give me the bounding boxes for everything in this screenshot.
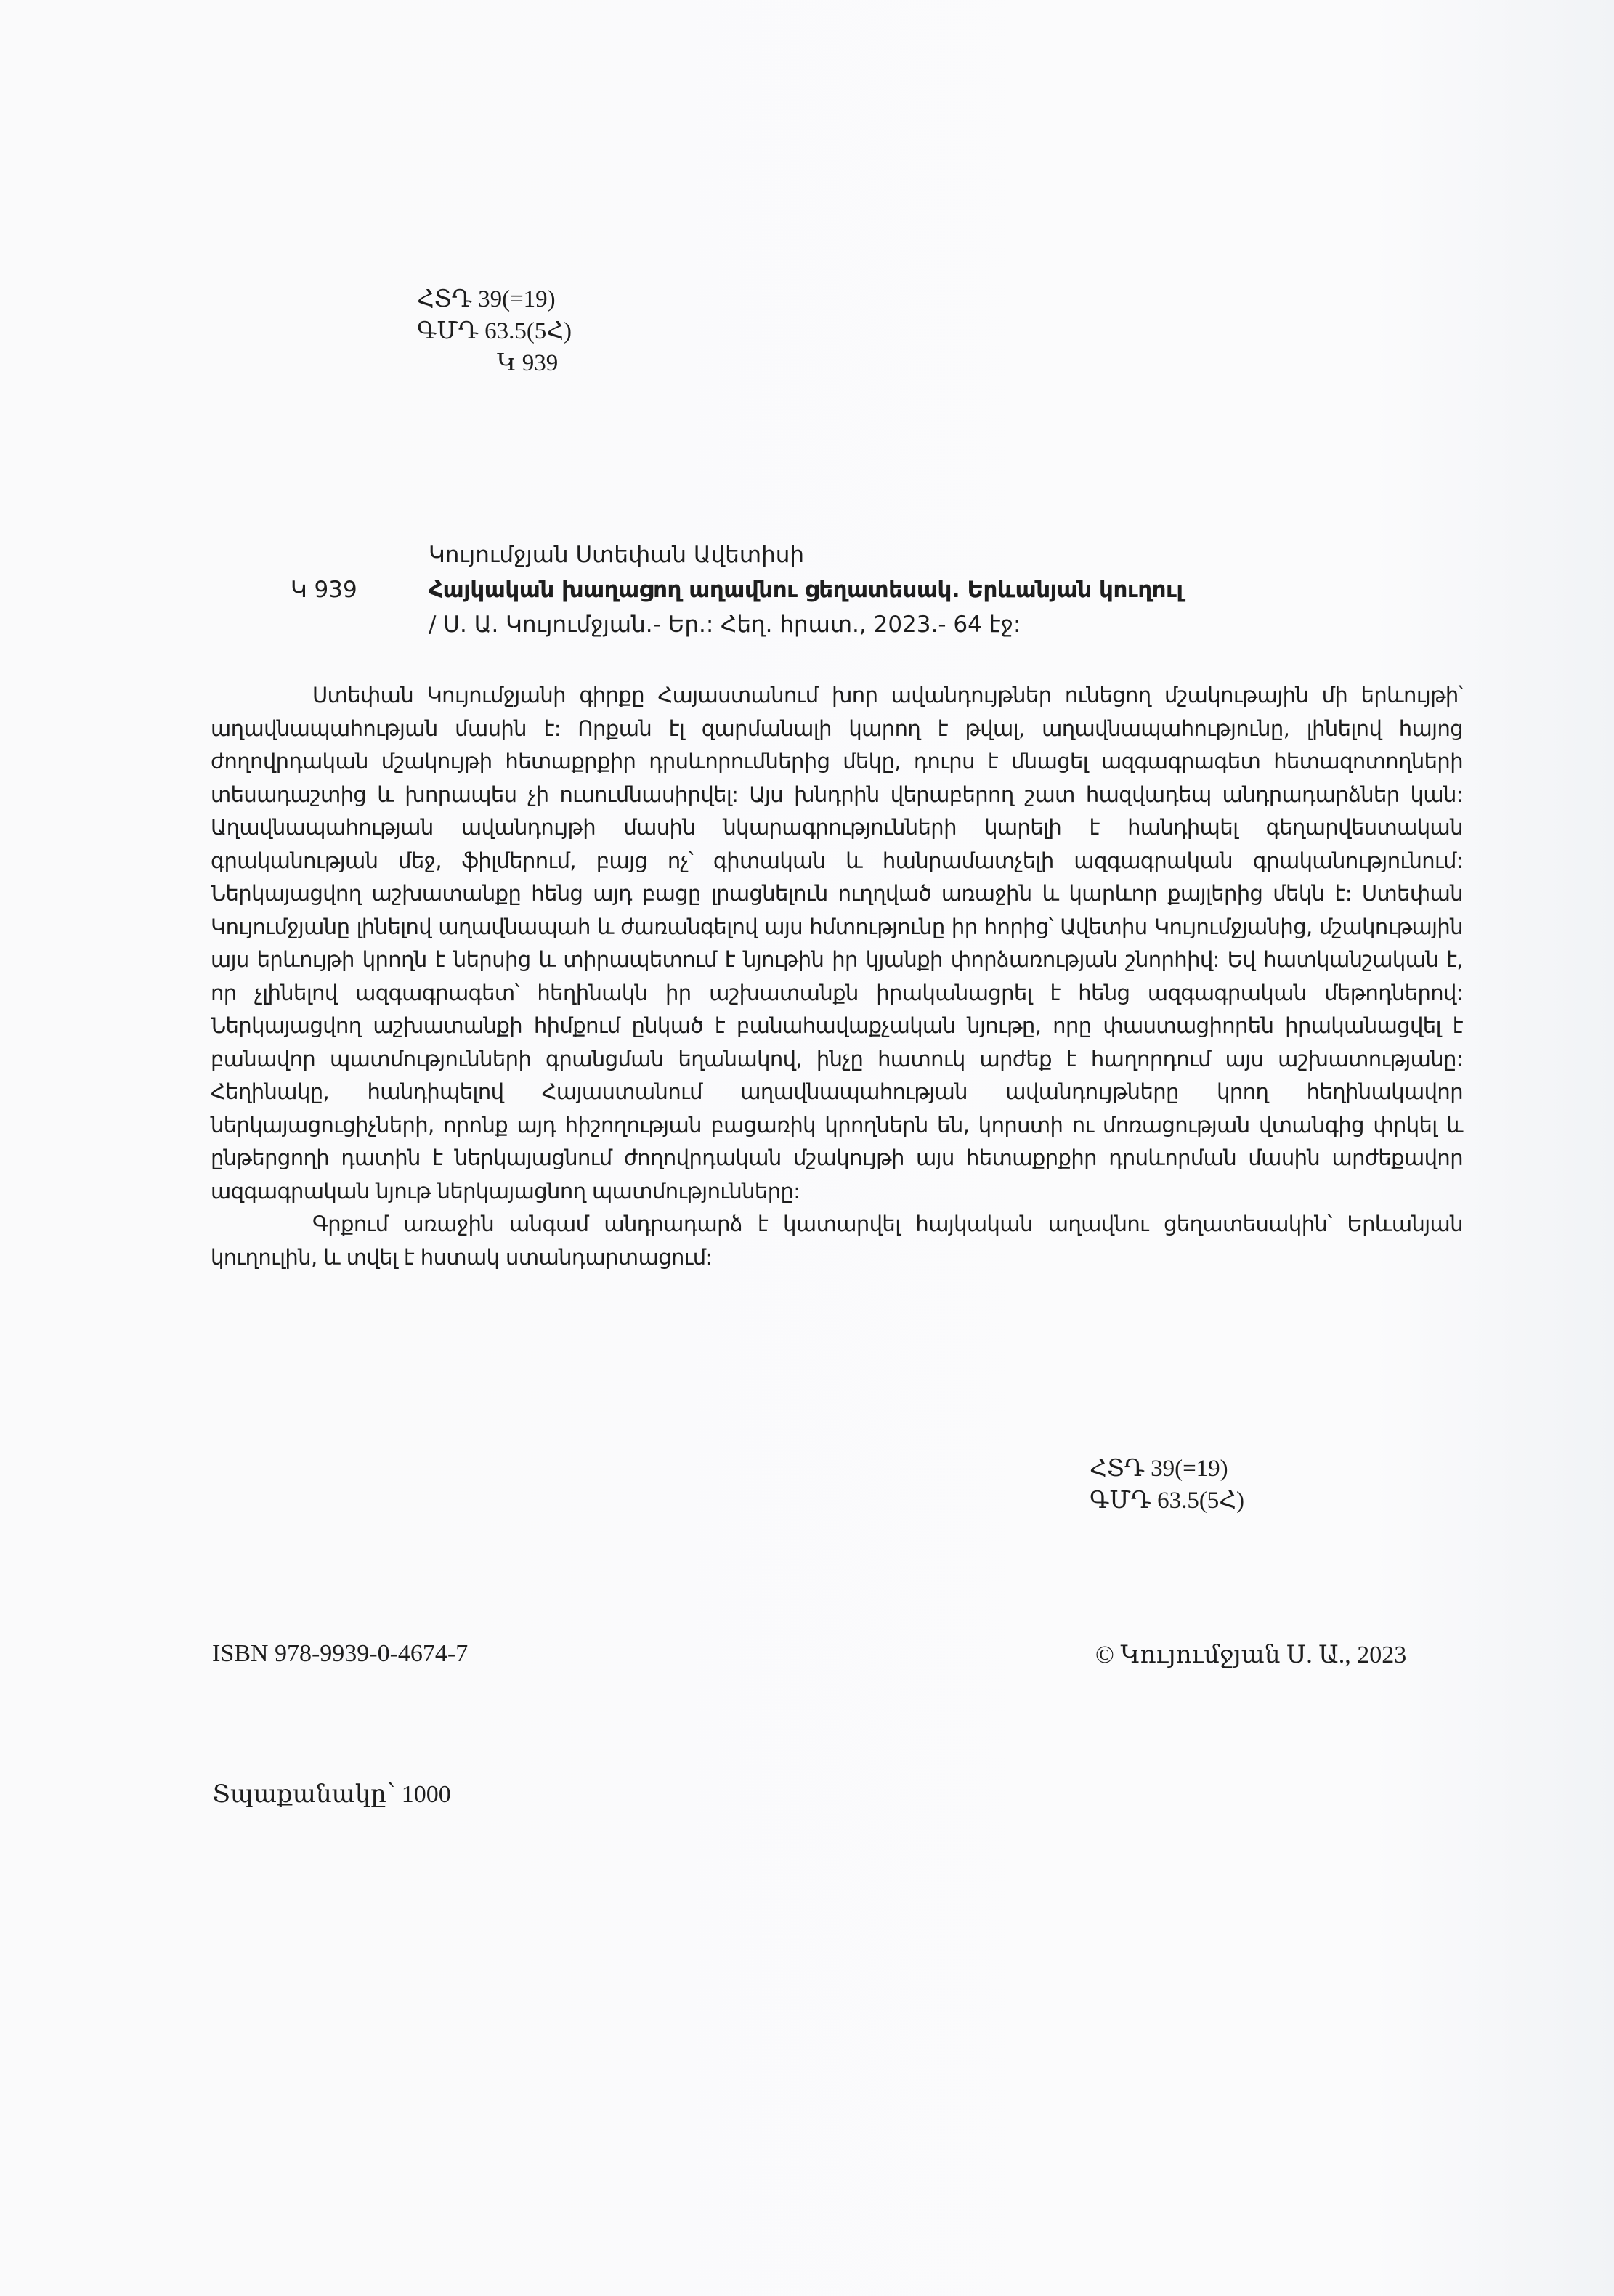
udc-code: ՀՏԴ 39(=19) (417, 286, 556, 312)
abstract-paragraph: Ստեփան Կույումջյանի գիրքը Հայաստանում խոր ավանդույթներ ունեցող մշակութային մի երևույթի՝ աղավնապահության մասին է: Որքան էլ զարմանալի կարող է թվալ, աղավնապահությունը, լինելով հայոց ժողովրդական մշակույթի հետաքրքիր դրսևորումներից մեկը, դուրս է մնացել ազգագրագետ հետազոտողների տեսադաշտից և խորապես չի ուսումնասիրվել: Այս խնդրին վերաբերող շատ հազվադեպ անդրադարձներ կան: Աղավնապահության ավանդույթի մասին նկարագրությունների կարելի է հանդիպել գեղարվեստական գրականության մեջ, ֆիլմերում, բայց ոչ՝ գիտական և հանրամատչելի ազգագրական գրականությունում: Ներկայացվող աշխատանքը հենց այդ բացը լրացնելուն ուղղված առաջին և կարևոր քայլերից մեկն է: Ստեփան Կույումջյանը լինելով աղավնապահ և ժառանգելով այս հմտությունը իր հորից՝ Ավետիս Կույումջյանից, մշակութային այս երևույթի կրողն է ներսից և տիրապետում է նյութին իր կյանքի փորձառության շնորհիվ: Եվ հատկանշական է, որ չլինելով ազգագրագետ՝ հեղինակն իր աշխատանքն իրականացրել է հենց ազգագրական մեթոդներով: Ներկայացվող աշխատանքի հիմքում ընկած է բանահավաքչական նյութը, որը փաստացիորեն իրականացվել է բանավոր պատմությունների գրանցման եղանակով, ինչը հատուկ արժեք է հաղորդում այս աշխատությանը: Հեղինակը, հանդիպելով Հայաստանում աղավնապահության ավանդույթները կրող հեղինակավոր ներկայացուցիչների, որոնք այդ հիշողության բացառիկ կրողներն են, կորստի ու մոռացության վտանգից փրկել և ընթերցողի դատին է ներկայացնում ժողովրդական մշակույթի այս հետաքրքիր դրսևորման մասին արժեքավոր ազգագրական նյութ ներկայացնող պատմությունները: (211, 683, 1463, 1204)
catalog-card (291, 538, 1235, 642)
author-mark: Կ 939 (497, 350, 559, 376)
isbn: ISBN 978-9939-0-4674-7 (212, 1640, 469, 1667)
abstract (211, 679, 1463, 1274)
bbk-code: ԳՄԴ 63.5(5Հ) (417, 318, 572, 344)
catalog-author: Կույումջյան Ստեփան Ավետիսի (429, 542, 805, 568)
classification-codes-bottom (1090, 1453, 1244, 1517)
abstract-paragraph: Գրքում առաջին անգամ անդրադարձ է կատարվել հայկական աղավնու ցեղատեսակին՝ Երևանյան կուղուլին, և տվել է հստակ ստանդարտացում: (211, 1212, 1463, 1270)
print-run: Տպաքանակը՝ 1000 (212, 1781, 451, 1808)
copyright-notice: © Կույումջյան Ս. Ա., 2023 (1095, 1642, 1407, 1668)
classification-codes-top (417, 283, 572, 379)
catalog-code: Կ 939 (291, 577, 357, 603)
catalog-title: Հայկական խաղացող աղավնու ցեղատեսակ. Երևանյան կուղուլ (429, 577, 1183, 603)
catalog-imprint: / Ս. Ա. Կույումջյան.- Եր.: Հեղ. հրատ., 2023.- 64 էջ: (429, 612, 1021, 638)
udc-code: ՀՏԴ 39(=19) (1090, 1456, 1228, 1482)
bbk-code: ԳՄԴ 63.5(5Հ) (1090, 1488, 1245, 1514)
